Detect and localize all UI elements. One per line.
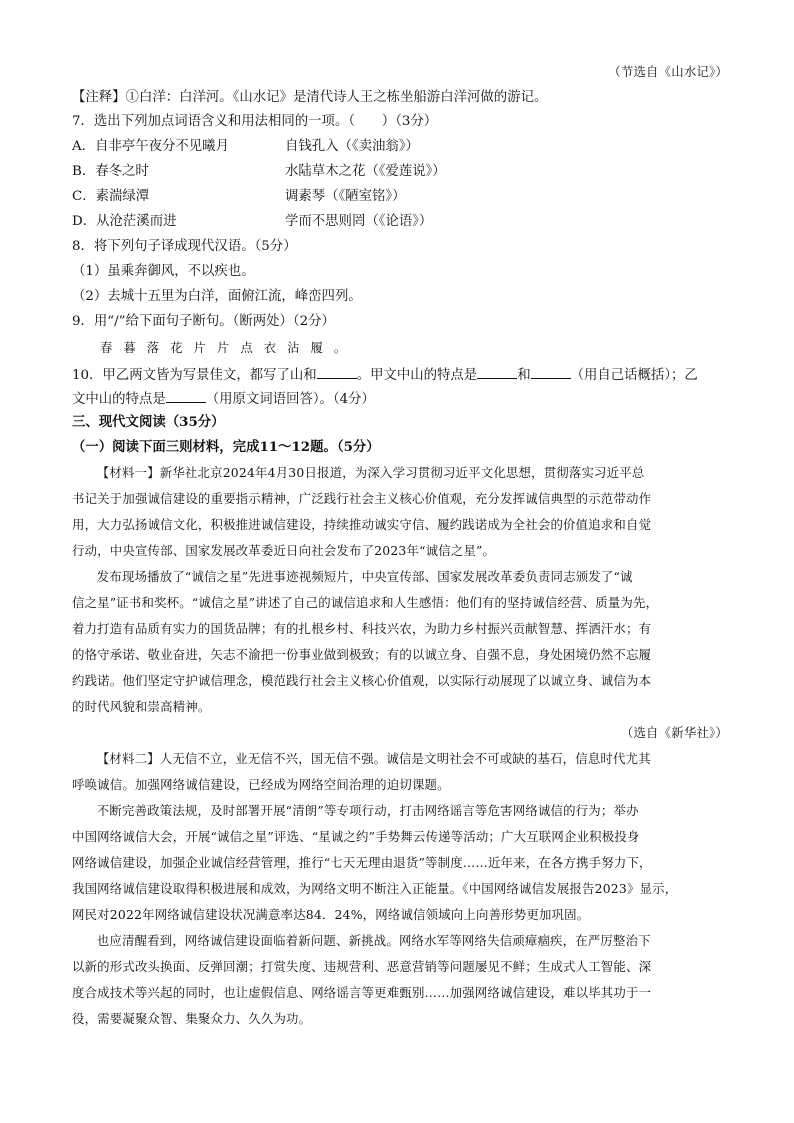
question-7-option-c — [72, 187, 728, 207]
material-2-p2-line-4: 我国网络诚信建设取得积极进展和成效，为网络文明不断注入正能量。《中国网络诚信发展报告2023》显示， — [72, 881, 678, 896]
material-1-line-4: 行动，中央宣传部、国家发展改革委近日向社会发布了2023年“诚信之星”。 — [72, 543, 496, 558]
answer-blank-2[interactable] — [477, 364, 517, 379]
part-1-heading: （一）阅读下面三则材料，完成11～12题。（5分） — [72, 439, 380, 455]
section-3-heading: 三、现代文阅读（35分） — [72, 414, 225, 430]
material-2-p3-line-1: 也应清醒看到，网络诚信建设面临着新问题、新挑战。网络水军等网络失信顽瘴痼疾，在严厉整治下 — [96, 933, 651, 948]
material-2-p2-line-1: 不断完善政策法规，及时部署开展“清朗”等专项行动，打击网络谣言等危害网络诚信的行为；举办 — [96, 803, 639, 818]
material-1-line-2: 书记关于加强诚信建设的重要指示精神，广泛践行社会主义核心价值观，充分发挥诚信典型的示范带动作 — [72, 491, 652, 506]
question-7-option-a — [72, 137, 728, 157]
material-2-line-1: 【材料二】人无信不立，业无信不兴，国无信不强。诚信是文明社会不可或缺的基石，信息时代尤其 — [96, 751, 651, 766]
option-b-right: 水陆草木之花（《爱莲说》） — [285, 164, 446, 179]
option-c-right: 调素琴（《陋室铭》） — [285, 189, 406, 204]
q10-text-3: 和 — [517, 368, 531, 383]
material-1-p2-line-6: 的时代风貌和崇高精神。 — [72, 699, 211, 714]
question-8-item-1: （1）虽乘奔御风，不以疾也。 — [72, 264, 255, 279]
answer-blank-4[interactable] — [166, 388, 206, 403]
q10-text-5: 文中山的特点是 — [72, 392, 166, 407]
material-1-p2-line-1: 发布现场播放了“诚信之星”先进事迹视频短片，中央宣传部、国家发展改革委负责同志颁发了“诚 — [96, 569, 633, 584]
material-1-line-1: 【材料一】新华社北京2024年4月30日报道，为深入学习贯彻习近平文化思想，贯彻落实习近平总 — [96, 465, 645, 480]
material-2-p3-line-4: 役，需要凝聚众智、集聚众力、久久为功。 — [72, 1011, 312, 1026]
question-7-stem: 7．选出下列加点词语含义和用法相同的一项。（ ）（3分） — [72, 114, 438, 129]
material-2-p2-line-3: 网络诚信建设，加强企业诚信经营管理，推行“七天无理由退货”等制度……近年来，在各方携手努力下， — [72, 855, 652, 870]
q10-text-2: 。甲文中山的特点是 — [356, 368, 478, 383]
source-xinhuashe: （选自《新华社》） — [620, 725, 728, 740]
question-9-stem: 9．用“/”给下面句子断句。（断两处）（2分） — [72, 314, 335, 329]
answer-blank-3[interactable] — [531, 364, 571, 379]
option-d-right: 学而不思则罔（《论语》） — [285, 214, 433, 229]
material-1-p2-line-5: 约践诺。他们坚定守护诚信理念，模范践行社会主义核心价值观，以实际行动展现了以诚立身、诚信为本 — [72, 673, 652, 688]
source-shanshuiji: （节选自《山水记》） — [608, 64, 728, 79]
material-1-p2-line-3: 着力打造有品质有实力的国货品牌；有的扎根乡村、科技兴农，为助力乡村振兴贡献智慧、挥洒汗水；有 — [72, 621, 652, 636]
material-2-p2-line-2: 中国网络诚信大会，开展“诚信之星”评选、“星诚之约”手势舞云传递等活动；广大互联网企业积极投身 — [72, 829, 640, 844]
question-10-line-2 — [72, 388, 728, 410]
q10-text-4: （用自己话概括）；乙 — [570, 368, 698, 383]
option-d-left: D．从沧茫溪而进 — [72, 214, 177, 229]
option-a-left: A．自非亭午夜分不见曦月 — [72, 139, 229, 154]
question-8-item-2: （2）去城十五里为白洋，面俯江流，峰峦四列。 — [72, 289, 362, 304]
answer-blank-1[interactable] — [317, 364, 357, 379]
option-a-right: 自钱孔入（《卖油翁》） — [285, 139, 419, 154]
question-8-stem: 8．将下列句子译成现代汉语。（5分） — [72, 239, 297, 254]
material-1-p2-line-4: 的恪守承诺、敬业奋进，矢志不渝把一份事业做到极致；有的以诚立身、自强不息，身处困境仍然不忘履 — [72, 647, 652, 662]
material-2-line-2: 呼唤诚信。加强网络诚信建设，已经成为网络空间治理的迫切课题。 — [72, 777, 450, 792]
q10-text-1: 10．甲乙两文皆为写景佳文，都写了山和 — [72, 368, 317, 383]
material-2-p3-line-3: 度合成技术等兴起的同时，也让虚假信息、网络谣言等更难甄别……加强网络诚信建设，难以毕其功于一 — [72, 985, 652, 1000]
annotation-note: 【注释】①白洋：白洋河。《山水记》是清代诗人王之栋坐船游白洋河做的游记。 — [72, 90, 548, 105]
option-c-left: C．素湍绿潭 — [72, 189, 150, 204]
material-1-p2-line-2: 信之星”证书和奖杯。“诚信之星”讲述了自己的诚信追求和人生感悟：他们有的坚持诚信经营、质量为先， — [72, 595, 659, 610]
option-b-left: B．春冬之时 — [72, 164, 149, 179]
question-7-option-b — [72, 162, 728, 182]
question-9-sentence: 春暮落花片片点衣沾履。 — [100, 340, 358, 355]
q10-text-6: （用原文词语回答）。（4分） — [205, 392, 375, 407]
material-2-p3-line-2: 以新的形式改头换面、反弹回潮；打赏失度、违规营利、恶意营销等问题屡见不鲜；生成式人工智能、深 — [72, 959, 652, 974]
material-1-line-3: 用，大力弘扬诚信文化，积极推进诚信建设，持续推动诚实守信、履约践诺成为全社会的价值追求和自觉 — [72, 517, 652, 532]
question-7-option-d — [72, 212, 728, 232]
material-2-p2-line-5: 网民对2022年网络诚信建设状况满意率达84．24%，网络诚信领域向上向善形势更加巩固。 — [72, 907, 590, 922]
question-10-line-1 — [72, 364, 728, 386]
